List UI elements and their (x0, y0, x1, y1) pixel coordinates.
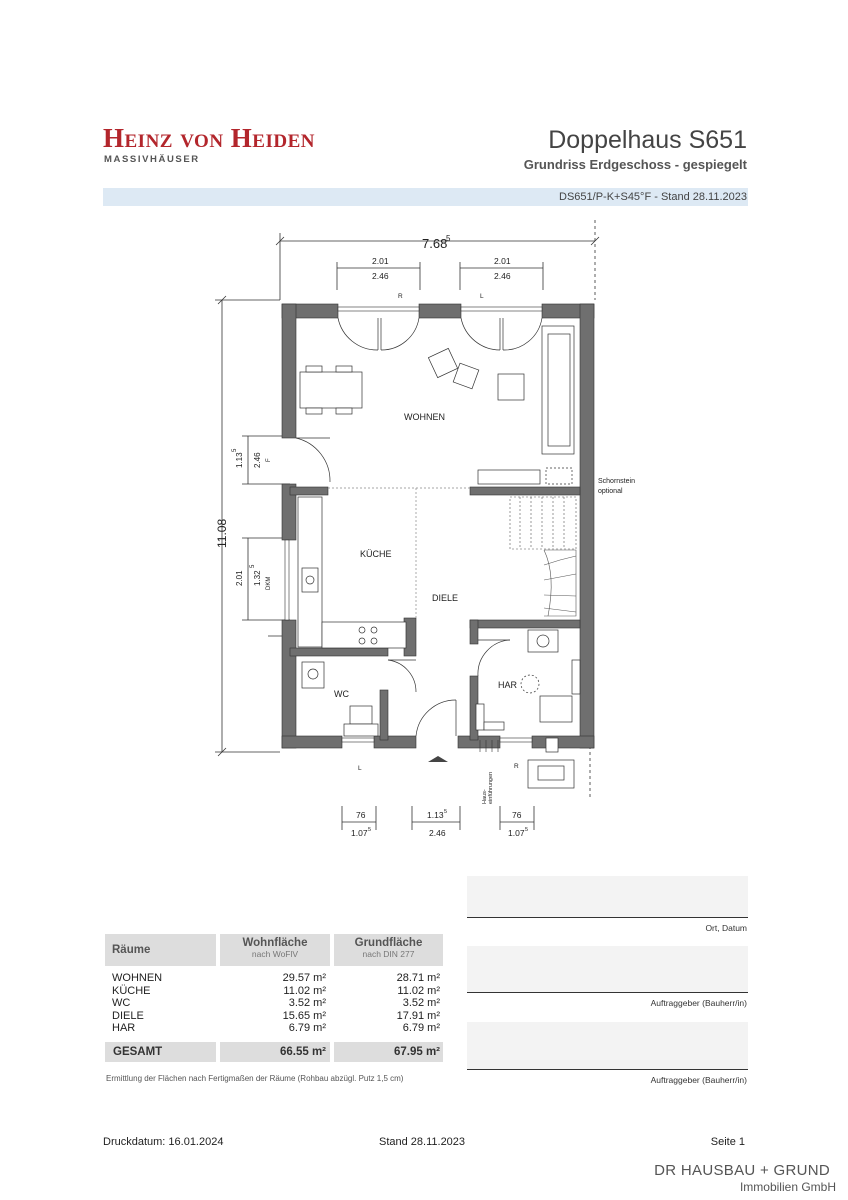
dim-bot-a2: 1.07 (351, 828, 368, 838)
row-grund: 11.02 m² (397, 984, 440, 997)
dim-bot-c1: 76 (512, 810, 522, 820)
signature-box-2[interactable] (467, 946, 748, 992)
agency-sub: Immobilien GmbH (739, 1180, 836, 1194)
page-subtitle: Grundriss Erdgeschoss - gespiegelt (523, 157, 747, 172)
signature-line-1 (467, 917, 748, 918)
note-optional: optional (598, 488, 623, 495)
dim-left-win-c: DKM (266, 576, 272, 590)
room-wc: WC (334, 689, 349, 699)
dim-total-width: 7.68 (422, 236, 448, 251)
dim-left-door-a: 1.13 (235, 452, 244, 468)
table-row (112, 1010, 442, 1023)
col-grund-sub: nach DIN 277 (362, 949, 415, 959)
signature-label-2: Auftraggeber (Bauherr/in) (650, 998, 747, 1008)
col-wohn-sub: nach WoFlV (251, 949, 299, 959)
dim-bot-b1: 1.13 (427, 810, 444, 820)
row-grund: 6.79 m² (402, 1022, 440, 1034)
table-row (112, 972, 442, 985)
row-wohn: 11.02 m² (283, 984, 326, 997)
dim-top-left-a: 2.01 (372, 256, 389, 266)
area-table-body (112, 972, 442, 1035)
signature-label-1: Ort, Datum (705, 923, 747, 933)
dim-total-depth: 11.08 (215, 518, 229, 548)
agency-name: DR HAUSBAU + GRUND (654, 1162, 830, 1179)
mark-top-r: R (398, 293, 403, 300)
col-grund-label: Grundfläche (354, 937, 423, 949)
mark-bot-l: L (358, 765, 362, 772)
dim-left-door-c: F (266, 458, 272, 462)
dim-left-win-a: 2.01 (235, 570, 244, 586)
row-wohn: 15.65 m² (282, 1009, 326, 1022)
brand-logo: Heinz von Heiden (103, 123, 315, 153)
dim-total-width-sup: 5 (446, 234, 451, 243)
mark-top-l: L (480, 293, 484, 300)
footer-print-date: Druckdatum: 16.01.2024 (103, 1136, 224, 1148)
table-header-grund (334, 934, 443, 966)
dim-bot-c2: 1.07 (508, 828, 525, 838)
table-row (112, 997, 442, 1010)
total-label: GESAMT (113, 1046, 163, 1058)
note-schornstein: Schornstein (598, 478, 635, 485)
row-room: WOHNEN (112, 972, 163, 984)
signature-line-2 (467, 992, 748, 993)
total-label-cell (105, 1042, 216, 1062)
row-wohn: 3.52 m² (288, 997, 326, 1009)
row-grund: 17.91 m² (396, 1009, 440, 1022)
dim-left-win-b: 1.32 (253, 570, 262, 586)
dim-left-win-sup: 5 (250, 564, 256, 568)
dim-bot-a2-sup: 5 (368, 827, 372, 833)
dim-top-left-b: 2.46 (372, 271, 389, 281)
col-room-label: Räume (112, 944, 151, 956)
dim-left-door-b: 2.46 (253, 452, 262, 468)
note-einfuehrungen: einführungen (488, 771, 494, 804)
room-wohnen: WOHNEN (404, 412, 445, 422)
dim-top-right-a: 2.01 (494, 256, 511, 266)
page-title: Doppelhaus S651 (548, 126, 747, 154)
area-footnote: Ermittlung der Flächen nach Fertigmaßen der Räume (Rohbau abzügl. Putz 1,5 cm) (106, 1074, 404, 1083)
col-wohn-label: Wohnfläche (242, 937, 308, 949)
total-grund-cell (334, 1042, 443, 1062)
room-diele: DIELE (432, 593, 459, 603)
table-header-wohn (220, 934, 330, 966)
total-grund: 67.95 m² (393, 1046, 440, 1058)
dim-bot-c2-sup: 5 (525, 827, 529, 833)
signature-line-3 (467, 1069, 748, 1070)
brand-subtitle: MASSIVHÄUSER (104, 154, 200, 165)
footer-stand: Stand 28.11.2023 (379, 1136, 466, 1148)
total-wohn: 66.55 m² (279, 1046, 326, 1058)
row-wohn: 6.79 m² (288, 1022, 326, 1034)
row-room: HAR (112, 1022, 136, 1034)
room-kueche: KÜCHE (360, 549, 392, 559)
signature-box-3[interactable] (467, 1022, 748, 1069)
row-grund: 28.71 m² (396, 972, 440, 984)
signature-label-3: Auftraggeber (Bauherr/in) (650, 1075, 747, 1085)
row-room: KÜCHE (112, 984, 151, 997)
dim-left-door-sup: 5 (232, 448, 238, 452)
room-har: HAR (498, 680, 518, 690)
plan-code: DS651/P-K+S45°F - Stand 28.11.2023 (559, 191, 747, 203)
table-header-room (105, 934, 216, 966)
note-haus: Haus- (482, 789, 488, 804)
dim-top-right-b: 2.46 (494, 271, 511, 281)
total-wohn-cell (220, 1042, 330, 1062)
row-room: DIELE (112, 1009, 144, 1022)
dim-bot-b1-sup: 5 (444, 809, 448, 815)
dim-bot-a1: 76 (356, 810, 366, 820)
row-wohn: 29.57 m² (282, 972, 326, 984)
footer-page: Seite 1 (710, 1136, 745, 1148)
dim-bot-b2: 2.46 (429, 828, 446, 838)
row-grund: 3.52 m² (402, 997, 440, 1009)
entrance-arrow (428, 756, 448, 762)
mark-bot-r: R (514, 763, 519, 770)
table-row (112, 985, 442, 998)
table-row (112, 1022, 442, 1035)
row-room: WC (112, 997, 131, 1009)
signature-box-1[interactable] (467, 876, 748, 917)
